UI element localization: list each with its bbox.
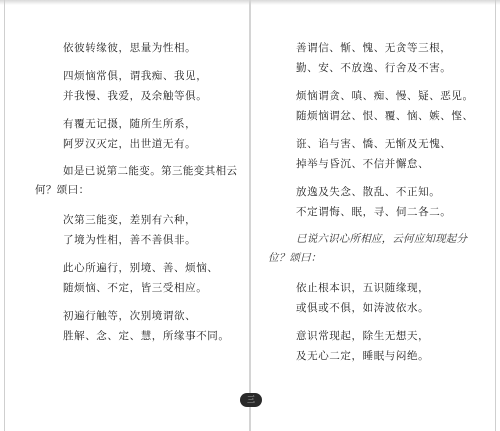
verse-line: 放逸及失念、散乱、不正知。: [296, 186, 441, 198]
verse-stanza: [268, 86, 474, 126]
right-page-edge: [495, 0, 496, 431]
prose-line: 何？颂曰：: [35, 184, 90, 196]
verse-line: 掉举与昏沉、不信并懈怠、: [296, 158, 430, 170]
verse-line: 及无心二定，睡眠与闷绝。: [296, 350, 430, 362]
verse-line: 烦恼谓贪、嗔、痴、慢、疑、恶见。: [296, 90, 474, 102]
verse-line: 初遍行触等，次别境谓欲、: [63, 310, 197, 322]
page-number-badge: 三: [240, 393, 262, 407]
verse-stanza: [268, 326, 468, 366]
verse-stanza: [35, 114, 235, 154]
verse-stanza: [35, 210, 235, 250]
verse-line: 胜解、念、定、慧，所缘事不同。: [63, 330, 230, 342]
verse-stanza: [35, 66, 235, 106]
verse-line: 并我慢、我爱，及余触等俱。: [63, 90, 208, 102]
verse-line: 不定谓悔、眠，寻、伺二各二。: [296, 206, 452, 218]
verse-line: 随烦恼、不定，皆三受相应。: [63, 282, 208, 294]
verse-stanza: [268, 38, 468, 78]
prose-line: 如是已说第二能变。第三能变其相云: [63, 165, 238, 177]
verse-line: 次第三能变，差别有六种，: [63, 214, 197, 226]
prose-paragraph: [35, 162, 238, 200]
verse-stanza: [268, 182, 468, 222]
verse-stanza: [268, 134, 468, 174]
verse-stanza: [35, 38, 235, 58]
book-gutter: [249, 0, 251, 431]
verse-line: 善谓信、惭、愧、无贪等三根，: [296, 42, 452, 54]
verse-line: 了境为性相，善不善俱非。: [63, 234, 197, 246]
verse-stanza: [35, 306, 235, 346]
verse-line: 四烦恼常俱，谓我痴、我见，: [63, 70, 208, 82]
verse-line: 有覆无记摄，随所生所系，: [63, 118, 197, 130]
verse-line: 意识常现起，除生无想天，: [296, 330, 430, 342]
left-page-edge: [4, 0, 5, 431]
verse-line: 随烦恼谓忿、恨、覆、恼、嫉、悭、: [296, 110, 474, 122]
verse-stanza: [268, 278, 468, 318]
verse-line: 或俱或不俱，如涛波依水。: [296, 302, 430, 314]
prose-paragraph: [268, 230, 468, 268]
prose-line: 已说六识心所相应，云何应知现起分: [296, 233, 468, 245]
verse-line: 此心所遍行，别境、善、烦恼、: [63, 262, 219, 274]
verse-line: 诳、谄与害、憍、无惭及无愧、: [296, 138, 452, 150]
left-page: [35, 38, 238, 354]
verse-line: 依止根本识，五识随缘现，: [296, 282, 430, 294]
verse-line: 勤、安、不放逸、行舍及不害。: [296, 62, 452, 74]
verse-stanza: [35, 258, 235, 298]
right-page: [268, 38, 474, 374]
verse-line: 阿罗汉灭定，出世道无有。: [63, 138, 197, 150]
verse-line: 依彼转缘彼，思量为性相。: [63, 42, 197, 54]
prose-line: 位？颂曰：: [268, 252, 322, 264]
